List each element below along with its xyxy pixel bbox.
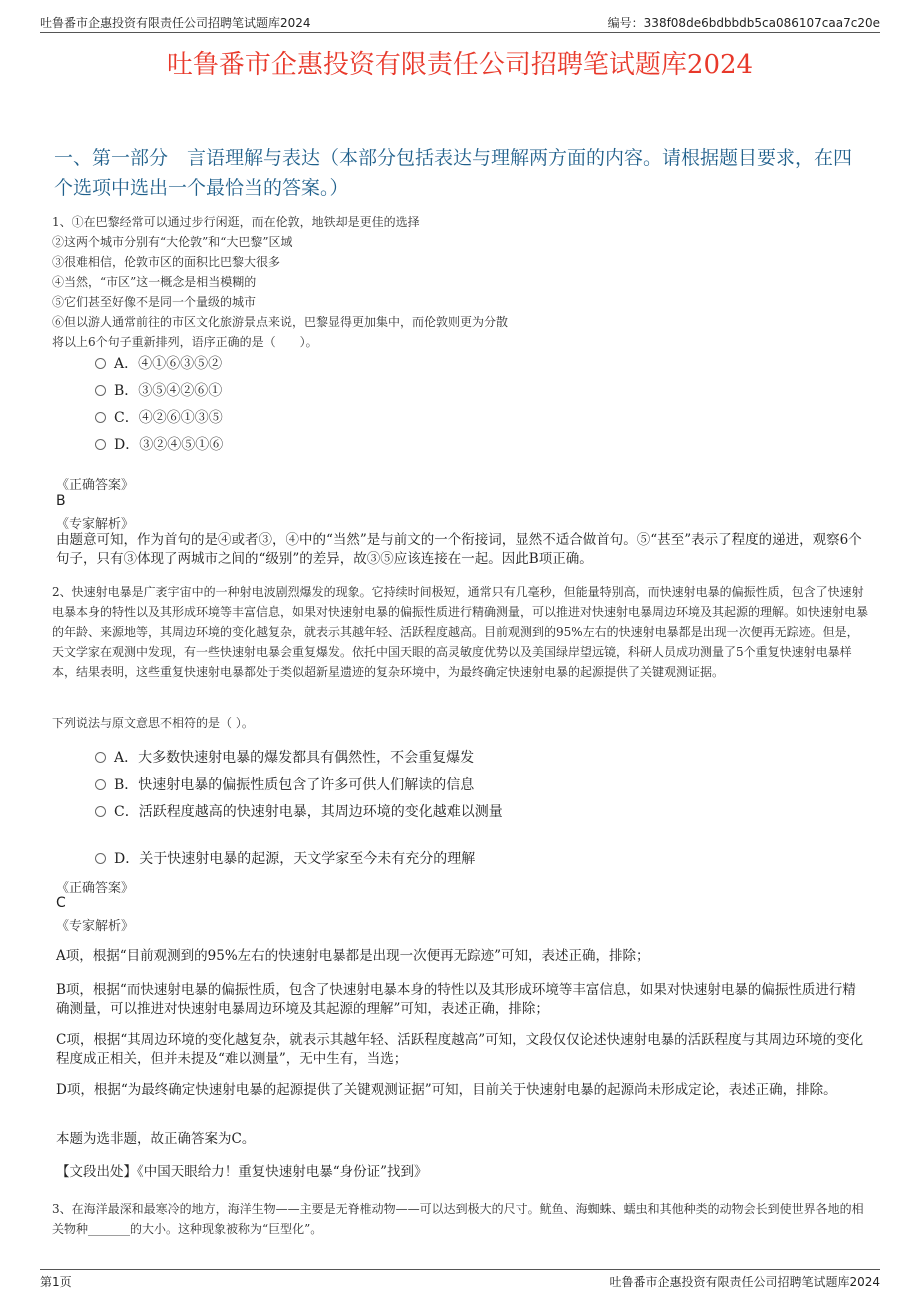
option-label: D．关于快速射电暴的起源，天文学家至今未有充分的理解	[114, 851, 476, 867]
q2-conclusion: 本题为选非题，故正确答案为C。	[56, 1131, 256, 1147]
question-2-passage: 2、快速射电暴是广袤宇宙中的一种射电波剧烈爆发的现象。它持续时间极短，通常只有几毫秒，但能量特别高，而快速射电暴的偏振性质，包含了快速射电暴本身的特性以及其形成环境等丰富信息，如果对快速射电暴的偏振性质进行精确测量，可以推进对快速射电暴周边环境及其起源的理解。如快速射电暴的年龄、来源地等，其周边环境的变化越复杂，就表示其越年轻、活跃程度越高。目前观测到的95%左右的快速射电暴都是出现一次便再无踪迹。但是，天文学家在观测中发现，有一些快速射电暴会重复爆发。依托中国天眼的高灵敏度优势以及美国绿岸望远镜，科研人员成功测量了5个重复快速射电暴样本，结果表明，这些重复快速射电暴都处于类似超新星遗迹的复杂环境中，为最终确定快速射电暴的起源提供了关键观测证据。	[52, 585, 869, 679]
q2-option-c[interactable]	[95, 801, 503, 821]
header-document-id: 编号：338f08de6bdbbdb5ca086107caa7c20e	[607, 16, 880, 30]
question-1-line: ⑥但以游人通常前往的市区文化旅游景点来说，巴黎显得更加集中，而伦敦则更为分散	[52, 315, 509, 329]
q2-analysis-b: B项，根据“而快速射电暴的偏振性质，包含了快速射电暴本身的特性以及其形成环境等丰富信息，如果对快速射电暴的偏振性质进行精确测量，可以推进对快速射电暴周边环境及其起源的理解”可知，表述正确，排除；	[56, 982, 856, 1017]
radio-icon[interactable]	[95, 806, 106, 817]
q2-analysis-d: D项，根据“为最终确定快速射电暴的起源提供了关键观测证据”可知，目前关于快速射电暴的起源尚未形成定论，表述正确，排除。	[56, 1082, 837, 1098]
header-title: 吐鲁番市企惠投资有限责任公司招聘笔试题库2024	[40, 16, 311, 30]
q2-analysis-c: C项，根据“其周边环境的变化越复杂，就表示其越年轻、活跃程度越高”可知，文段仅仅论述快速射电暴的活跃程度与其周边环境的变化程度成正相关，但并未提及“难以测量”，无中生有，当选；	[56, 1032, 864, 1067]
q1-option-c[interactable]	[95, 407, 223, 427]
option-label: C．活跃程度越高的快速射电暴，其周边环境的变化越难以测量	[114, 804, 503, 820]
q2-answer: C	[56, 895, 66, 911]
question-1-line: ④当然，“市区”这一概念是相当模糊的	[52, 275, 257, 289]
option-label: D．③②④⑤①⑥	[114, 437, 224, 453]
q2-answer-label: 《正确答案》	[56, 881, 135, 896]
page-header	[40, 12, 880, 33]
option-label: B．快速射电暴的偏振性质包含了许多可供人们解读的信息	[114, 777, 475, 793]
section-heading: 一、第一部分 言语理解与表达（本部分包括表达与理解两方面的内容。请根据题目要求，在四个选项中选出一个最恰当的答案。）	[54, 147, 853, 199]
question-1-line: ⑤它们甚至好像不是同一个量级的城市	[52, 295, 257, 309]
q1-option-a[interactable]	[95, 353, 222, 373]
option-label: A．④①⑥③⑤②	[114, 356, 223, 372]
q2-option-b[interactable]	[95, 774, 474, 794]
question-1-stem	[52, 212, 868, 352]
q2-option-a[interactable]	[95, 747, 474, 767]
q1-answer: B	[56, 493, 66, 509]
question-2-prompt: 下列说法与原文意思不相符的是（ ）。	[52, 716, 254, 730]
question-1-line: ③很难相信，伦敦市区的面积比巴黎大很多	[52, 255, 281, 269]
q2-analysis-a: A项，根据“目前观测到的95%左右的快速射电暴都是出现一次便再无踪迹”可知，表述正确，排除；	[56, 948, 650, 964]
q1-analysis-label: 《专家解析》	[56, 517, 135, 532]
document-title: 吐鲁番市企惠投资有限责任公司招聘笔试题库2024	[166, 50, 754, 80]
q2-source: 【文段出处】《中国天眼给力！重复快速射电暴“身份证”找到》	[56, 1164, 428, 1180]
radio-icon[interactable]	[95, 853, 106, 864]
option-label: B．③⑤④②⑥①	[114, 383, 223, 399]
option-label: A．大多数快速射电暴的爆发都具有偶然性，不会重复爆发	[114, 750, 475, 766]
option-label: C．④②⑥①③⑤	[114, 410, 223, 426]
q1-answer-label: 《正确答案》	[56, 478, 135, 493]
radio-icon[interactable]	[95, 358, 106, 369]
question-3-passage: 3、在海洋最深和最寒冷的地方，海洋生物——主要是无脊椎动物——可以达到极大的尺寸。鱿鱼、海蜘蛛、蠕虫和其他种类的动物会长到使世界各地的相关物种_______的大小。这种现象被称为“巨型化”。	[52, 1202, 864, 1236]
q1-analysis: 由题意可知，作为首句的是④或者③，④中的“当然”是与前文的一个衔接词，显然不适合做首句。⑤“甚至”表示了程度的递进，观察6个句子，只有③体现了两城市之间的“级别”的差异，故③⑤应该连接在一起。因此B项正确。	[56, 532, 862, 567]
page-footer	[40, 1269, 880, 1290]
q2-option-d[interactable]	[95, 848, 475, 868]
footer-title: 吐鲁番市企惠投资有限责任公司招聘笔试题库2024	[609, 1275, 880, 1289]
q1-option-b[interactable]	[95, 380, 222, 400]
radio-icon[interactable]	[95, 439, 106, 450]
page-number: 第1页	[40, 1275, 72, 1289]
radio-icon[interactable]	[95, 385, 106, 396]
radio-icon[interactable]	[95, 412, 106, 423]
radio-icon[interactable]	[95, 779, 106, 790]
q1-option-d[interactable]	[95, 434, 223, 454]
radio-icon[interactable]	[95, 752, 106, 763]
question-1-line: 1、①在巴黎经常可以通过步行闲逛，而在伦敦，地铁却是更佳的选择	[52, 215, 420, 229]
question-1-line: ②这两个城市分别有“大伦敦”和“大巴黎”区域	[52, 235, 293, 249]
q2-analysis-label: 《专家解析》	[56, 919, 135, 934]
question-1-line: 将以上6个句子重新排列，语序正确的是（ ）。	[52, 335, 318, 349]
